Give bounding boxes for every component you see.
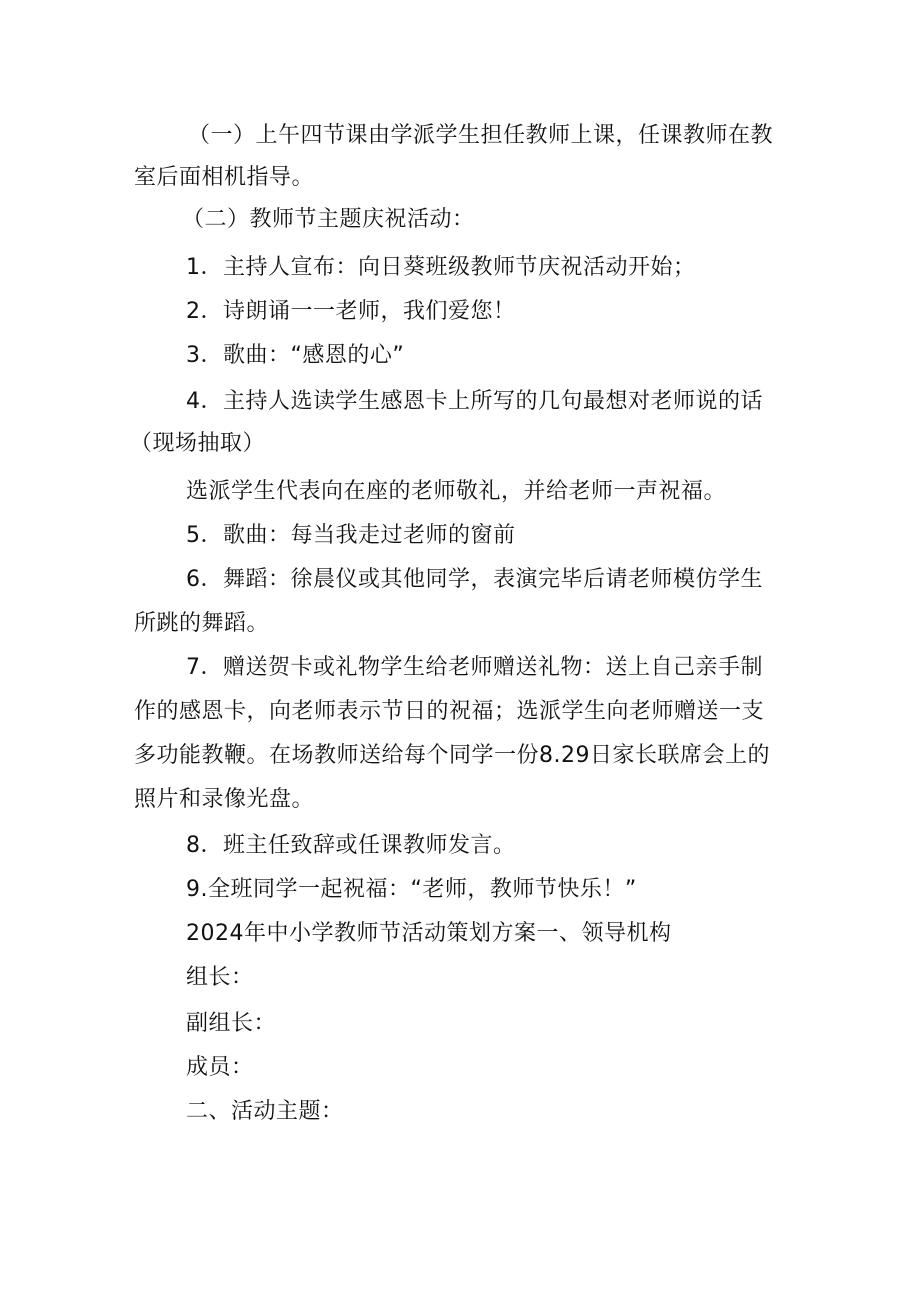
role-label: 副组长： xyxy=(186,1011,277,1036)
paragraph-line: 选派学生代表向在座的老师敬礼，并给老师一声祝福。 xyxy=(186,479,727,504)
section-heading: （二）教师节主题庆祝活动： xyxy=(182,207,475,232)
list-item-continued: 作的感恩卡，向老师表示节日的祝福；选派学生向老师赠送一支 xyxy=(134,699,765,724)
role-label: 成员： xyxy=(186,1055,254,1080)
list-item: 7．赠送贺卡或礼物学生给老师赠送礼物：送上自己亲手制 xyxy=(186,655,763,680)
list-item: 6．舞蹈：徐晨仪或其他同学，表演完毕后请老师模仿学生 xyxy=(186,567,763,592)
list-item: 1．主持人宣布：向日葵班级教师节庆祝活动开始； xyxy=(186,255,696,280)
list-item: 5．歌曲：每当我走过老师的窗前 xyxy=(186,523,516,548)
role-label: 组长： xyxy=(186,965,254,990)
paragraph-line: （一）上午四节课由学派学生担任教师上课，任课教师在教 xyxy=(188,123,774,148)
list-item-continued: 多功能教鞭。在场教师送给每个同学一份8.29日家长联席会上的 xyxy=(134,743,770,768)
section-heading: 2024年中小学教师节活动策划方案一、领导机构 xyxy=(186,921,672,946)
list-item-continued: 照片和录像光盘。 xyxy=(134,787,315,812)
section-heading: 二、活动主题： xyxy=(186,1099,344,1124)
list-item: 4．主持人选读学生感恩卡上所写的几句最想对老师说的话 xyxy=(186,389,763,414)
paragraph-line: 室后面相机指导。 xyxy=(134,165,315,190)
list-item: 3．歌曲：“感恩的心” xyxy=(186,343,405,368)
list-item-continued: 所跳的舞蹈。 xyxy=(134,611,270,636)
list-item: 2．诗朗诵一一老师，我们爱您！ xyxy=(186,299,516,324)
list-item: 8．班主任致辞或任课教师发言。 xyxy=(186,833,516,858)
list-item: 9.全班同学一起祝福：“老师，教师节快乐！” xyxy=(186,877,637,902)
list-item-continued: （现场抽取） xyxy=(130,431,266,456)
